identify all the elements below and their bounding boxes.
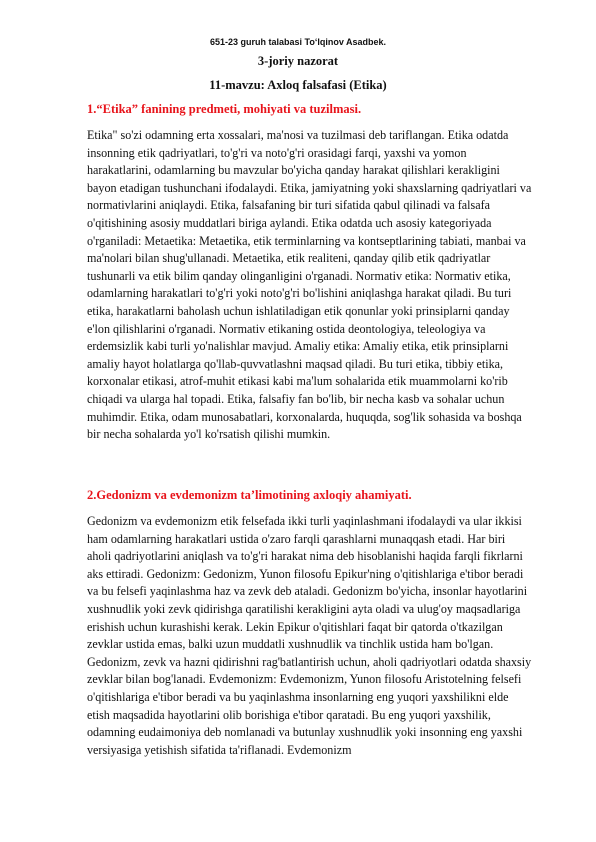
author-line: 651-23 guruh talabasi To‘lqinov Asadbek.: [209, 37, 387, 47]
section-1-body: Etika" so'zi odamning erta xossalari, ma'nosi va tuzilmasi deb tariflangan. Etika odatda insonning etik qadriyatlari, to'g'ri va noto'g'ri orasidagi farqi, yaxshi va yomon harakatlarini, odamlarning bu mavzular bo'yicha qanday harakat qilishlari kerakligini bayon etadigan tushunchani ifodalaydi. Etika, jamiyatning yoki shaxslarning qadriyatlari va normativlarini aniqlaydi. Etika, falsafaning bir turi sifatida qabul qilinadi va falsafa o'qitishining asosiy muddatlari biriga aylandi. Etika odatda uch asosiy kategoriyada o'rganiladi: Metaetika: Metaetika, etik terminlarning va kontseptlarining tabiati, manbai va ma'nolari bilan shug'ullanadi. Metaetika, etik realiteni, qanday qilib etik qadriyatlar tushunarli va etik bilim qanday olinganligini o'rganadi. Normativ etika: Normativ etika, odamlarning harakatlari to'g'ri yoki noto'g'ri bo'lishini aniqlashga harakat qiladi. Bu turi etika, harakatlarni baholash uchun ishlatiladigan etik qonunlar yoki prinsiplarni qanday e'lon qilishlarini o'rganadi. Normativ etikaning ostida deontologiya, teleologiya va erdemsizlik kabi turli yo'nalishlar mavjud. Amaliy etika: Amaliy etika, etik prinsiplarni amaliy hayot holatlarga qo'llab-quvvatlashni maqsad qiladi. Bu turi etika, tibbiy etika, korxonalar etikasi, atrof-muhit etikasi kabi ma'lum sohalarida etik muammolarni ko'rib chiqadi va ularga hal topadi. Etika, falsafiy fan bo'lib, bir necha kasb va sohalar uchun muhimdir. Etika, odam munosabatlari, korxonalarda, huquqda, sog'lik sohasida va boshqa bir necha sohalarda yo'l ko'rsatish qilishi mumkin.: [87, 128, 532, 442]
assignment-title: 3-joriy nazorat: [257, 54, 339, 68]
section-2-heading: 2.Gedonizm va evdemonizm ta’limotining axloqiy ahamiyati.: [87, 488, 412, 502]
topic-title: 11-mavzu: Axloq falsafasi (Etika): [209, 78, 387, 92]
section-1-heading: 1.“Etika” fanining predmeti, mohiyati va tuzilmasi.: [87, 102, 362, 116]
section-2-body: Gedonizm va evdemonizm etik felsefada ikki turli yaqinlashmani ifodalaydi va ular ikkisi ham odamlarning harakatlari ustida o'zaro farqli qarashlarni munaqqash etadi. Har biri aholi qadriyotlarini aniqlash va to'g'ri harakat nima deb hisoblanishi haqida farqli fikrlarni aks ettiradi. Gedonizm: Gedonizm, Yunon filosofu Epikur'ning o'qitishlariga e'tibor beradi va bu felsefi yaqinlashma haz va zevk deb ataladi. Gedonizm bo'yicha, insonlar hayotlarini xushnudlik yoki zevk qidirishga qaratilishi kerakligini ayta oladi va ulug'oy maqsadlariga erishish uchun kurashishi kerak. Lekin Epikur o'qitishlari faqat bir qatorda o'tkazilgan zevklar ustida emas, balki uzun muddatli xushnudlik va tinchlik ustida ham bo'lgan. Gedonizm, zevk va hazni qidirishni rag'batlantirish uchun, aholi qadriyotlari odatda shaxsiy zevklar bilan bog'lanadi. Evdemonizm: Evdemonizm, Yunon filosofu Aristotelning felsefi o'qitishlariga e'tibor beradi va bu yaqinlashma insonlarning eng yuqori yaxshilikni elde etish maqsadida hayotlarini olib borishiga e'tibor qaratadi. Bu eng yuqori yaxshilik, odamning eudaimoniya deb nomlanadi va butunlay xushnudlik yoki insonning eng yaxshi versiyasiga yetishish sifatida ta'riflanadi. Evdemonizm: [87, 514, 532, 757]
